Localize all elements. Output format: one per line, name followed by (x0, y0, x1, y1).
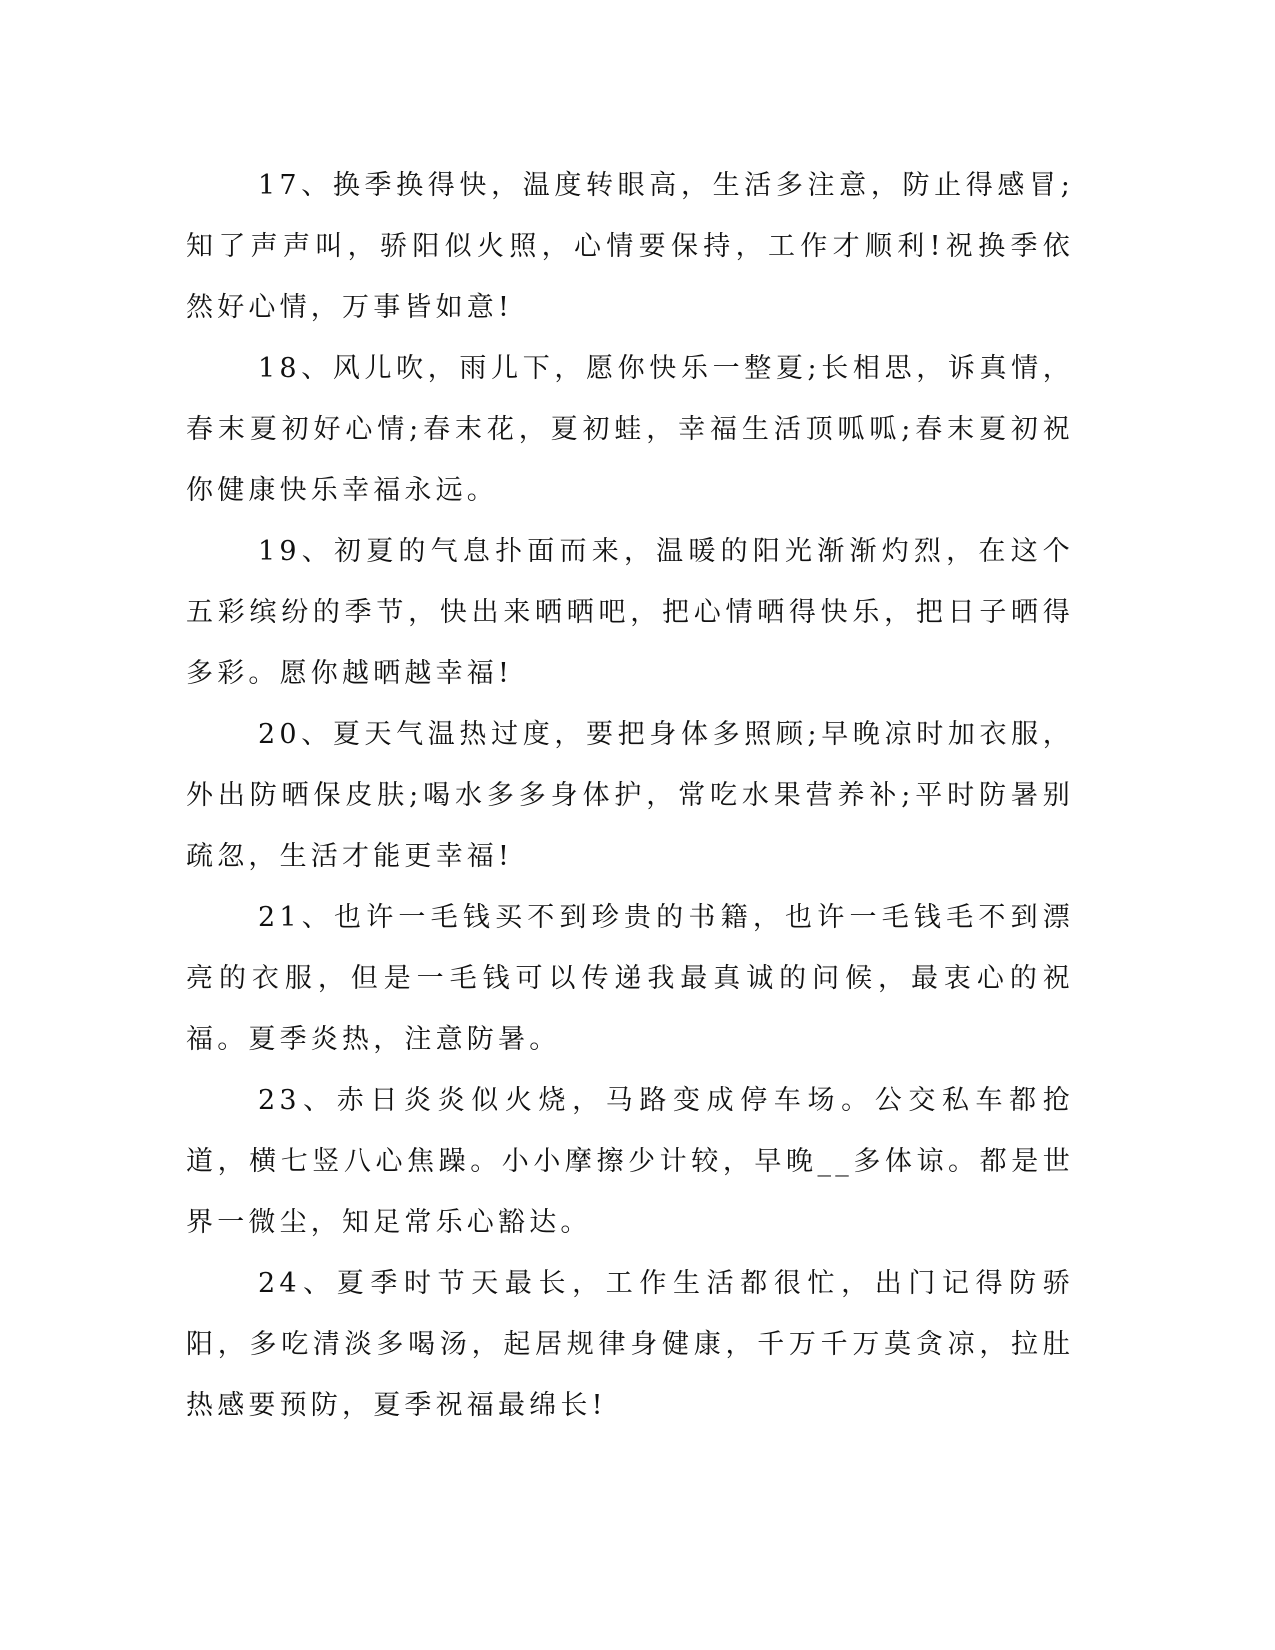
paragraph-19: 19、初夏的气息扑面而来，温暖的阳光渐渐灼烈，在这个五彩缤纷的季节，快出来晒晒吧，把心情晒得快乐，把日子晒得多彩。愿你越晒越幸福! (186, 536, 1074, 689)
document-body (186, 155, 1074, 1436)
paragraph-21: 21、也许一毛钱买不到珍贵的书籍，也许一毛钱毛不到漂亮的衣服，但是一毛钱可以传递我最真诚的问候，最衷心的祝福。夏季炎热，注意防暑。 (186, 902, 1074, 1055)
paragraph-23: 23、赤日炎炎似火烧，马路变成停车场。公交私车都抢道，横七竖八心焦躁。小小摩擦少计较，早晚__多体谅。都是世界一微尘，知足常乐心豁达。 (186, 1085, 1074, 1238)
paragraph-20: 20、夏天气温热过度，要把身体多照顾;早晚凉时加衣服，外出防晒保皮肤;喝水多多身体护，常吃水果营养补;平时防暑别疏忽，生活才能更幸福! (186, 719, 1074, 872)
paragraph-24: 24、夏季时节天最长，工作生活都很忙，出门记得防骄阳，多吃清淡多喝汤，起居规律身健康，千万千万莫贪凉，拉肚热感要预防，夏季祝福最绵长! (186, 1268, 1074, 1421)
paragraph-18: 18、风儿吹，雨儿下，愿你快乐一整夏;长相思，诉真情，春末夏初好心情;春末花，夏初蛙，幸福生活顶呱呱;春末夏初祝你健康快乐幸福永远。 (186, 353, 1074, 506)
paragraph-17: 17、换季换得快，温度转眼高，生活多注意，防止得感冒;知了声声叫，骄阳似火照，心情要保持，工作才顺利!祝换季依然好心情，万事皆如意! (186, 170, 1074, 323)
